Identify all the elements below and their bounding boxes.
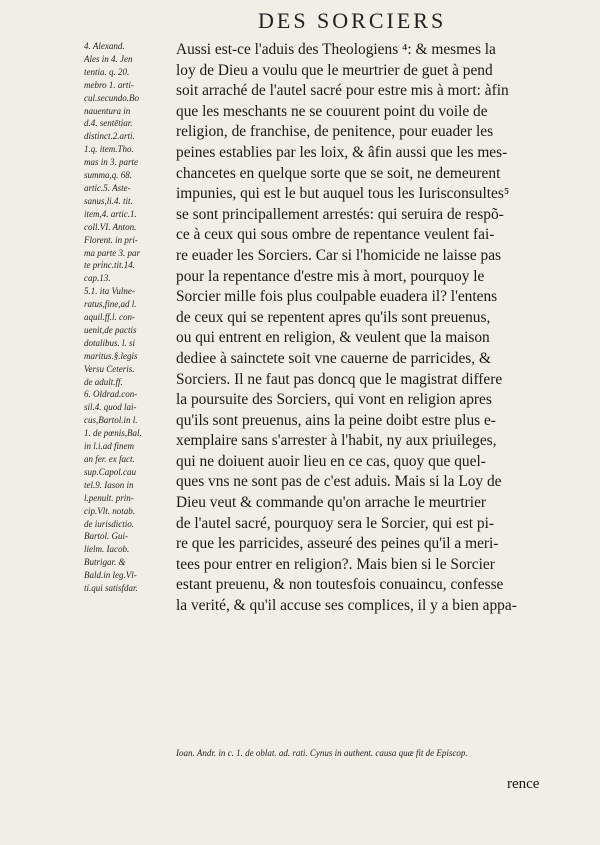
margin-note-line: Bald.in leg.Vl-	[84, 570, 137, 581]
body-line: tees pour entrer en religion?. Mais bien si le Sorcier	[176, 555, 495, 573]
margin-note-line: sil.4. quod lai-	[84, 402, 137, 413]
body-line: qu'ils sont preuenus, ains la peine doibt estre plus e-	[176, 411, 496, 429]
margin-note-line: Ales in 4. Jen	[84, 53, 133, 64]
margin-note-line: cul.secundo.Bo	[84, 92, 139, 103]
footnote: Ioan. Andr. in c. 1. de oblat. ad. rati. Cynus in authent. causa quæ fit de Episcop.	[176, 748, 468, 758]
margin-note-line: Butrigar. &	[84, 557, 126, 568]
body-line: estant preuenu, & non toutesfois conuaincu, confesse	[176, 576, 504, 594]
body-line: Sorciers. Il ne faut pas doncq que le magistrat differe	[176, 370, 503, 388]
body-line: re que les parricides, asseuré des peines qu'il a meri-	[176, 535, 499, 553]
body-line: ou qui entrent en religion, & veulent que la maison	[176, 329, 490, 347]
body-line: xemplaire sans s'arrester à l'habit, ny aux priuileges,	[176, 432, 497, 450]
margin-note-line: cus,Bartol.in l.	[84, 415, 138, 426]
body-line: ce à ceux qui sous ombre de repentance veulent fai-	[176, 226, 495, 244]
margin-note-line: Bartol. Gui-	[84, 531, 128, 542]
body-line: Sorcier mille fois plus coulpable euadera il? l'entens	[176, 288, 498, 306]
margin-note-line: ti.qui satisfdar.	[84, 583, 138, 594]
body-line: re euader les Sorciers. Car si l'homicide ne laisse pas	[176, 246, 502, 264]
body-line: la poursuite des Sorciers, qui vont en religion apres	[176, 391, 492, 409]
margin-note-line: 6. Oldrad.con-	[84, 389, 138, 400]
margin-note-line: cap.13.	[84, 273, 111, 284]
margin-note-line: summa,q. 68.	[84, 170, 133, 181]
body-line: pour la repentance d'estre mis à mort, pourquoy le	[176, 267, 485, 285]
body-line: Aussi est-ce l'aduis des Theologiens ⁴: & mesmes la	[176, 41, 496, 58]
body-line: religion, de franchise, de penitence, pour euader les	[176, 123, 494, 141]
margin-note-line: in l.i.ad finem	[84, 441, 134, 452]
margin-note-line: ma parte 3. par	[84, 247, 140, 258]
margin-note-line: 1. de pœnis,Bal.	[84, 428, 142, 439]
margin-note-line: Florent. in pri-	[84, 234, 138, 245]
body-line: dediee à sainctete soit vne cauerne de parricides, &	[176, 349, 491, 367]
margin-note-line: de iurisdictio.	[84, 518, 134, 529]
margin-note-line: nauentura in	[84, 105, 131, 116]
margin-note-line: distinct.2.arti.	[84, 131, 135, 142]
margin-note-line: uenit,de pactis	[84, 324, 137, 335]
body-line: soit arraché de l'autel sacré pour estre mis à mort: àfin	[176, 82, 509, 100]
body-line: loy de Dieu a voulu que le meurtrier de guet à pend	[176, 61, 493, 79]
margin-note-line: l.penult. prin-	[84, 492, 134, 503]
body-line: qui ne doiuent auoir lieu en ce cas, quoy que quel-	[176, 452, 486, 470]
margin-note-line: lielm. Iacob.	[84, 544, 130, 555]
margin-notes	[84, 40, 174, 595]
margin-note-line: te princ.tit.14.	[84, 260, 135, 271]
body-line: Dieu veut & commande qu'on arrache le meurtrier	[176, 494, 487, 512]
body-line: se sont principallement arrestés: qui seruira de respõ-	[176, 205, 504, 223]
margin-note-line: mas in 3. parte	[84, 157, 138, 168]
margin-note-line: sanus,li.4. tit.	[84, 195, 133, 206]
margin-note-line: cip.Vlt. notab.	[84, 505, 135, 516]
body-line: impunies, qui est le but auquel tous les Iurisconsultes⁵	[176, 185, 510, 203]
body-line: de ceux qui se repentent apres qu'ils sont preuenus,	[176, 308, 491, 326]
catchword: rence	[507, 776, 540, 792]
margin-note-line: dotalibus. l. si	[84, 337, 136, 348]
margin-note-line: aquil.ff.l. con-	[84, 312, 135, 323]
body-line: ques vns ne sont pas de c'est aduis. Mais si la Loy de	[176, 473, 502, 491]
margin-note-line: tentia. q. 20.	[84, 66, 130, 77]
body-line: chancetes en quelque sorte que se soit, ne demeurent	[176, 164, 501, 182]
margin-note-line: coll.VI. Anton.	[84, 221, 137, 232]
margin-note-line: sup.Capol.cau	[84, 466, 137, 477]
margin-note-line: artic.5. Aste-	[84, 182, 131, 193]
margin-note-line: item,4. artic.1.	[84, 208, 137, 219]
body-text	[176, 40, 560, 617]
margin-note-line: ratus,fine,ad l.	[84, 299, 137, 310]
margin-note-line: maritus.§.legis	[84, 350, 138, 361]
margin-note-line: 5.1. ita Vulne-	[84, 286, 135, 297]
margin-note-line: mebro 1. arti-	[84, 79, 134, 90]
margin-note-line: tel.9. Iason in	[84, 479, 134, 490]
margin-note-line: 1.q. item.Tho.	[84, 144, 134, 155]
body-line: que les meschants ne se couurent point du voile de	[176, 102, 488, 120]
body-line: peines establies par les loix, & âfin aussi que les mes-	[176, 143, 508, 161]
margin-note-line: 4. Alexand.	[84, 41, 125, 51]
body-line: la verité, & qu'il accuse ses complices, il y a bien appa-	[176, 597, 517, 615]
margin-note-line: an fer. ex fact.	[84, 454, 135, 464]
body-line: de l'autel sacré, pourquoy sera le Sorcier, qui est pi-	[176, 514, 494, 532]
margin-note-line: Versu Ceteris.	[84, 363, 135, 374]
margin-note-line: d.4. sentētiar.	[84, 118, 133, 129]
margin-note-line: de adult.ff.	[84, 376, 123, 387]
running-header: DES SORCIERS	[258, 8, 447, 33]
